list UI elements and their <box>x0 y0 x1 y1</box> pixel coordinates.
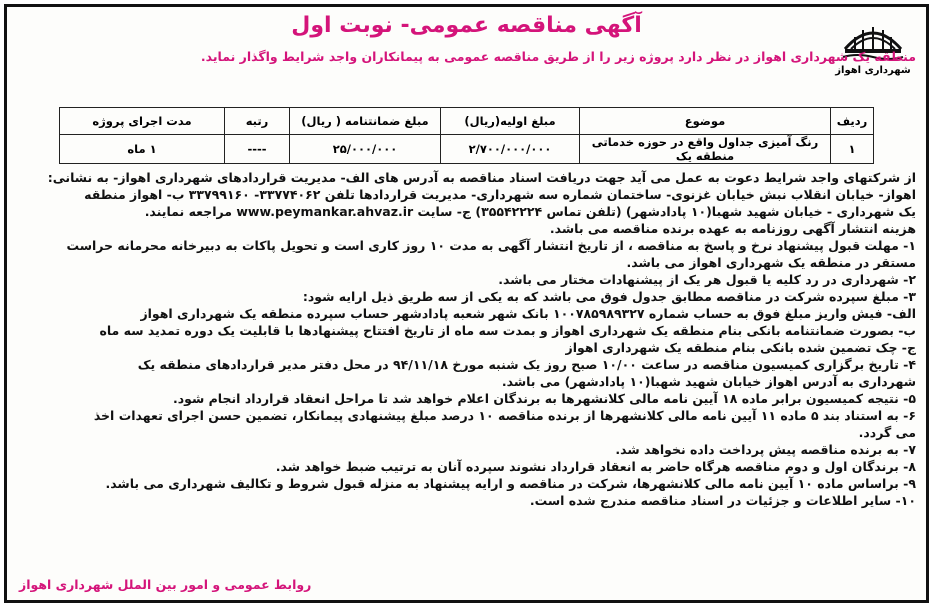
header-row-number: ردیف <box>831 108 874 135</box>
body-line: ۵- نتیجه کمیسیون برابر ماده ۱۸ آیین نامه مالی کلانشهرها به برندگان اعلام خواهد شد تا مراحل انعقاد قرارداد انجام شود. <box>172 391 916 406</box>
cell-subject: رنگ آمیزی جداول واقع در حوزه خدماتی منطقه یک <box>580 135 831 164</box>
body-line: اهواز- خیابان انقلاب نبش خیابان غزنوی- ساختمان شماره سه شهرداری- مدیریت قراردادها تلفن ۳۳۷۷۴۰۶۲- ۳۳۷۹۹۱۶۰ ب- اهواز منطقه <box>84 187 916 202</box>
body-line: ۴- تاریخ برگزاری کمیسیون مناقصه در ساعت ۱۰/۰۰ صبح روز یک شنبه مورخ ۹۴/۱۱/۱۸ در محل دفتر مدیر قراردادهای منطقه یک <box>137 357 916 372</box>
body-line: ۹- براساس ماده ۱۰ آیین نامه مالی کلانشهرها، شرکت در مناقصه و ارایه پیشنهاد به منزله قبول شروط و تکالیف شهرداری می باشد. <box>105 476 916 491</box>
body-line: ۱- مهلت قبول پیشنهاد نرخ و پاسخ به مناقصه ، از تاریخ انتشار آگهی به مدت ۱۰ روز کاری است و تحویل پاکات به دبیرخانه محرمانه حراست <box>66 238 916 253</box>
body-line: الف- فیش واریز مبلغ فوق به حساب شماره ۱۰۰۷۸۵۹۸۹۳۲۷ بانک شهر شعبه پادادشهر حساب سپرده منطقه یک شهرداری اهواز <box>140 306 916 321</box>
table-header-row <box>60 108 874 135</box>
header-initial-amount: مبلغ اولیه(ریال) <box>441 108 580 135</box>
cell-duration: ۱ ماه <box>60 135 225 164</box>
body-line: مستقر در منطقه یک شهرداری اهواز می باشد. <box>626 255 916 270</box>
footer-public-relations: روابط عمومی و امور بین الملل شهرداری اهواز <box>19 577 312 592</box>
body-line: هزینه انتشار آگهی روزنامه به عهده برنده مناقصه می باشد. <box>549 221 916 236</box>
header-subject: موضوع <box>580 108 831 135</box>
header-duration: مدت اجرای پروژه <box>60 108 225 135</box>
cell-initial-amount: ۲/۷۰۰/۰۰۰/۰۰۰ <box>441 135 580 164</box>
table-row <box>60 135 874 164</box>
body-line: شهرداری به آدرس اهواز خیابان شهید شهبا(۱۰ پادادشهر) می باشد. <box>501 374 916 389</box>
header-grade: رتبه <box>225 108 290 135</box>
announcement-page <box>4 4 929 603</box>
body-line: ۳- مبلغ سپرده شرکت در مناقصه مطابق جدول فوق می باشد که به یکی از سه طریق ذیل ارایه شود: <box>302 289 916 304</box>
cell-grade: ---- <box>225 135 290 164</box>
cell-row-number: ۱ <box>831 135 874 164</box>
body-line: ۱۰- سایر اطلاعات و جزئیات در اسناد مناقصه مندرج شده است. <box>529 493 916 508</box>
body-line: ۶- به استناد بند ۵ ماده ۱۱ آیین نامه مالی کلانشهرها از برنده مناقصه ۱۰ درصد مبلغ پیشنهادی پیمانکار، تضمین حسن اجرای تعهدات اخذ <box>93 408 916 423</box>
body-line: ج- چک تضمین شده بانکی بنام منطقه یک شهرداری اهواز <box>565 340 916 355</box>
announcement-body <box>17 169 916 509</box>
logo-caption: شهرداری اهواز <box>835 65 911 76</box>
body-line: از شرکتهای واجد شرایط دعوت به عمل می آید جهت دریافت اسناد مناقصه به آدرس های الف- مدیریت قراردادهای شهرداری اهواز- به نشانی: <box>47 170 916 185</box>
body-line: ۷- به برنده مناقصه پیش پرداخت داده نخواهد شد. <box>615 442 916 457</box>
body-line: ب- بصورت ضمانتنامه بانکی بنام منطقه یک شهرداری اهواز و بمدت سه ماه از تاریخ افتتاح پیشنهادها با قابلیت یک دوره تمدید سه ماه <box>99 323 916 338</box>
body-line: ۸- برندگان اول و دوم مناقصه هرگاه حاضر به انعقاد قرارداد نشوند سپرده آنان به ترتیب ضبط خواهد شد. <box>275 459 916 474</box>
page-subtitle: منطقه یک شهرداری اهواز در نظر دارد پروژه زیر را از طریق مناقصه عمومی به پیمانکاران واجد شرایط واگذار نماید. <box>200 49 916 64</box>
cell-guarantee-amount: ۲۵/۰۰۰/۰۰۰ <box>290 135 441 164</box>
body-line: ۲- شهرداری در رد کلیه یا قبول هر یک از پیشنهادات مختار می باشد. <box>498 272 916 287</box>
body-line: می گردد. <box>858 425 916 440</box>
body-line: یک شهرداری - خیابان شهید شهبا(۱۰ پادادشهر) (تلفن تماس ۳۵۵۴۲۲۲۴) ج- سایت www.peymankar.ahvaz.ir مراجعه نمایند. <box>144 204 916 219</box>
header-guarantee-amount: مبلغ ضمانتنامه ( ریال) <box>290 108 441 135</box>
tender-table <box>59 107 874 164</box>
page-title: آگهی مناقصه عمومی- نوبت اول <box>291 13 642 38</box>
